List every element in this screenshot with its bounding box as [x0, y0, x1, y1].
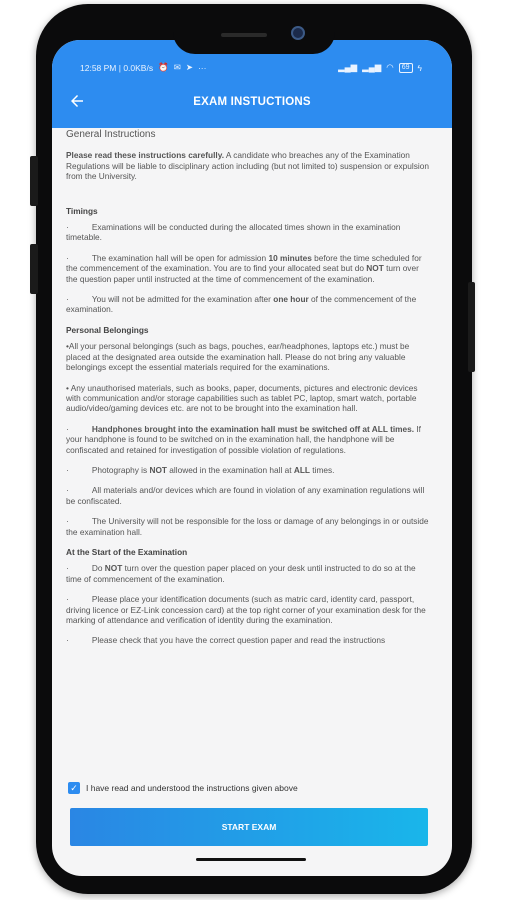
- belongings-bold: ALL: [293, 464, 310, 475]
- belongings-text: Photography is: [91, 464, 150, 475]
- timing-item: · Examinations will be conducted during the allocated times shown in the examination timetable.: [66, 222, 401, 243]
- belongings-item: · Handphones brought into the examination hall must be switched off at ALL times. If your handphone is found to be switched on in the examination hall, the handphone will be confiscated and retained for investigation of possible violation of regulations.: [66, 423, 421, 455]
- instructions-scroll-area[interactable]: [66, 128, 432, 768]
- timing-text: of the commencement of the examination.: [66, 294, 417, 315]
- timing-text: Examinations will be conducted during the allocated times shown in the examination timetable.: [66, 222, 401, 243]
- intro-bold: Please read these instructions carefully.: [66, 150, 225, 161]
- timing-bold: 10 minutes: [268, 252, 312, 263]
- personal-belongings-heading: Personal Belongings: [66, 324, 149, 335]
- timing-text: before the time scheduled for the commencement of the examination. You are to find your allocated seat but do: [66, 252, 422, 274]
- belongings-item: · The University will not be responsible for the loss or damage of any belongings in or outside the examination hall.: [66, 516, 429, 537]
- wifi-icon: ◠: [386, 62, 394, 72]
- status-bar-left: [80, 62, 206, 73]
- belongings-item: · Photography is NOT allowed in the examination hall at ALL times.: [66, 464, 335, 475]
- start-item: · Please place your identification documents (such as matric card, identity card, passport, driving licence or EZ-Link concession card) at the top right corner of your examination desk for the marking of attendance and verification of identity during the examination.: [66, 594, 426, 625]
- timing-text: You will not be admitted for the examination after: [91, 294, 274, 305]
- start-item: · Please check that you have the correct question paper and read the instructions: [66, 635, 386, 646]
- status-bar-right: [338, 62, 422, 73]
- general-instructions-heading: General Instructions: [66, 129, 156, 140]
- intro-text: A candidate who breaches any of the Examination Regulations will be liable to disciplinary action including (but not limited to) suspension or expulsion from the University.: [66, 150, 429, 182]
- timing-text: The examination hall will be open for admission: [91, 252, 269, 263]
- belongings-text: All materials and/or devices which are found in violation of any examination regulations will be confiscated.: [66, 485, 425, 506]
- intro-paragraph: [66, 150, 432, 181]
- timing-item: · The examination hall will be open for admission 10 minutes before the time scheduled for the commencement of the examination. You are to find your allocated seat but do NOT turn over the question paper until instructed at the time of commencement of the examination.: [66, 252, 422, 284]
- timings-heading: Timings: [66, 205, 98, 216]
- belongings-item: · All materials and/or devices which are found in violation of any examination regulations will be confiscated.: [66, 485, 425, 506]
- signal-icon: ▂▄▆: [338, 62, 358, 72]
- belongings-item: • Any unauthorised materials, such as books, paper, documents, pictures and electronic devices with communication and/or storage capabilities such as tablet PC, laptop, smart watch, portable audio/video/gaming devices etc. are not to be brought into the examination hall.: [66, 382, 418, 414]
- timing-bold: NOT: [366, 263, 384, 274]
- spacer: [66, 192, 432, 206]
- timing-item: · You will not be admitted for the examination after one hour of the commencement of the examination.: [66, 294, 417, 315]
- speaker-grille: [221, 33, 267, 37]
- signal-icon: ▂▄▆: [362, 62, 382, 72]
- phone-screen: [52, 40, 452, 876]
- home-indicator: [196, 858, 306, 861]
- start-text: Do: [91, 563, 105, 574]
- start-text: Please place your identification documents (such as matric card, identity card, passport, driving licence or EZ-Link concession card) at the top right corner of your examination desk for the marking of attendance and verification of identity during the examination.: [66, 594, 426, 625]
- timing-text: turn over the question paper until instructed at the time of commencement of the examination.: [66, 263, 419, 284]
- agreement-checkbox[interactable]: [68, 782, 80, 794]
- start-bold: NOT: [104, 563, 123, 574]
- agreement-label: I have read and understood the instructions given above: [86, 783, 298, 793]
- status-dots: ···: [197, 62, 207, 73]
- alarm-icon: ⏰: [158, 62, 169, 72]
- camera-notch: [173, 8, 335, 54]
- charging-icon: ϟ: [417, 62, 422, 73]
- side-button: [30, 156, 38, 206]
- belongings-bold: Handphones brought into the examination hall must be switched off at ALL times.: [91, 423, 415, 434]
- belongings-text: The University will not be responsible for the loss or damage of any belongings in or outside the examination hall.: [66, 516, 429, 537]
- belongings-text: allowed in the examination hall at: [167, 464, 294, 475]
- front-camera-icon: [291, 26, 305, 40]
- status-time: 12:58 PM | 0.0KB/s: [80, 62, 154, 73]
- start-item: · Do NOT turn over the question paper placed on your desk until instructed to do so at the time of commencement of the examination.: [66, 563, 416, 584]
- start-text: Please check that you have the correct question paper and read the instructions: [91, 635, 386, 646]
- belongings-text: If your handphone is found to be switched on in the examination hall, the handphone will be confiscated and retained for investigation of possible violation of regulations.: [66, 423, 421, 455]
- send-icon: ➤: [185, 62, 193, 72]
- start-of-exam-heading: At the Start of the Examination: [66, 546, 188, 557]
- battery-icon: 69: [399, 63, 413, 73]
- belongings-text: times.: [309, 464, 335, 475]
- start-text: turn over the question paper placed on your desk until instructed to do so at the time of commencement of the examination.: [66, 563, 416, 584]
- belongings-item: •All your personal belongings (such as bags, pouches, ear/headphones, laptops etc.) must be placed at the designated area outside the examination hall. Please do not bring any valuable belongings except the essential materials required for the examinations.: [66, 341, 410, 373]
- timing-bold: one hour: [273, 294, 309, 305]
- side-button: [468, 282, 475, 372]
- message-icon: ✉: [173, 62, 181, 72]
- checkmark-icon: ✓: [70, 783, 78, 793]
- page-title: EXAM INSTUCTIONS: [193, 96, 311, 108]
- start-exam-button[interactable]: START EXAM: [70, 808, 428, 846]
- side-button: [30, 244, 38, 294]
- agreement-row[interactable]: [68, 782, 298, 794]
- belongings-bold: NOT: [149, 464, 167, 475]
- scroll-fade: [66, 744, 432, 768]
